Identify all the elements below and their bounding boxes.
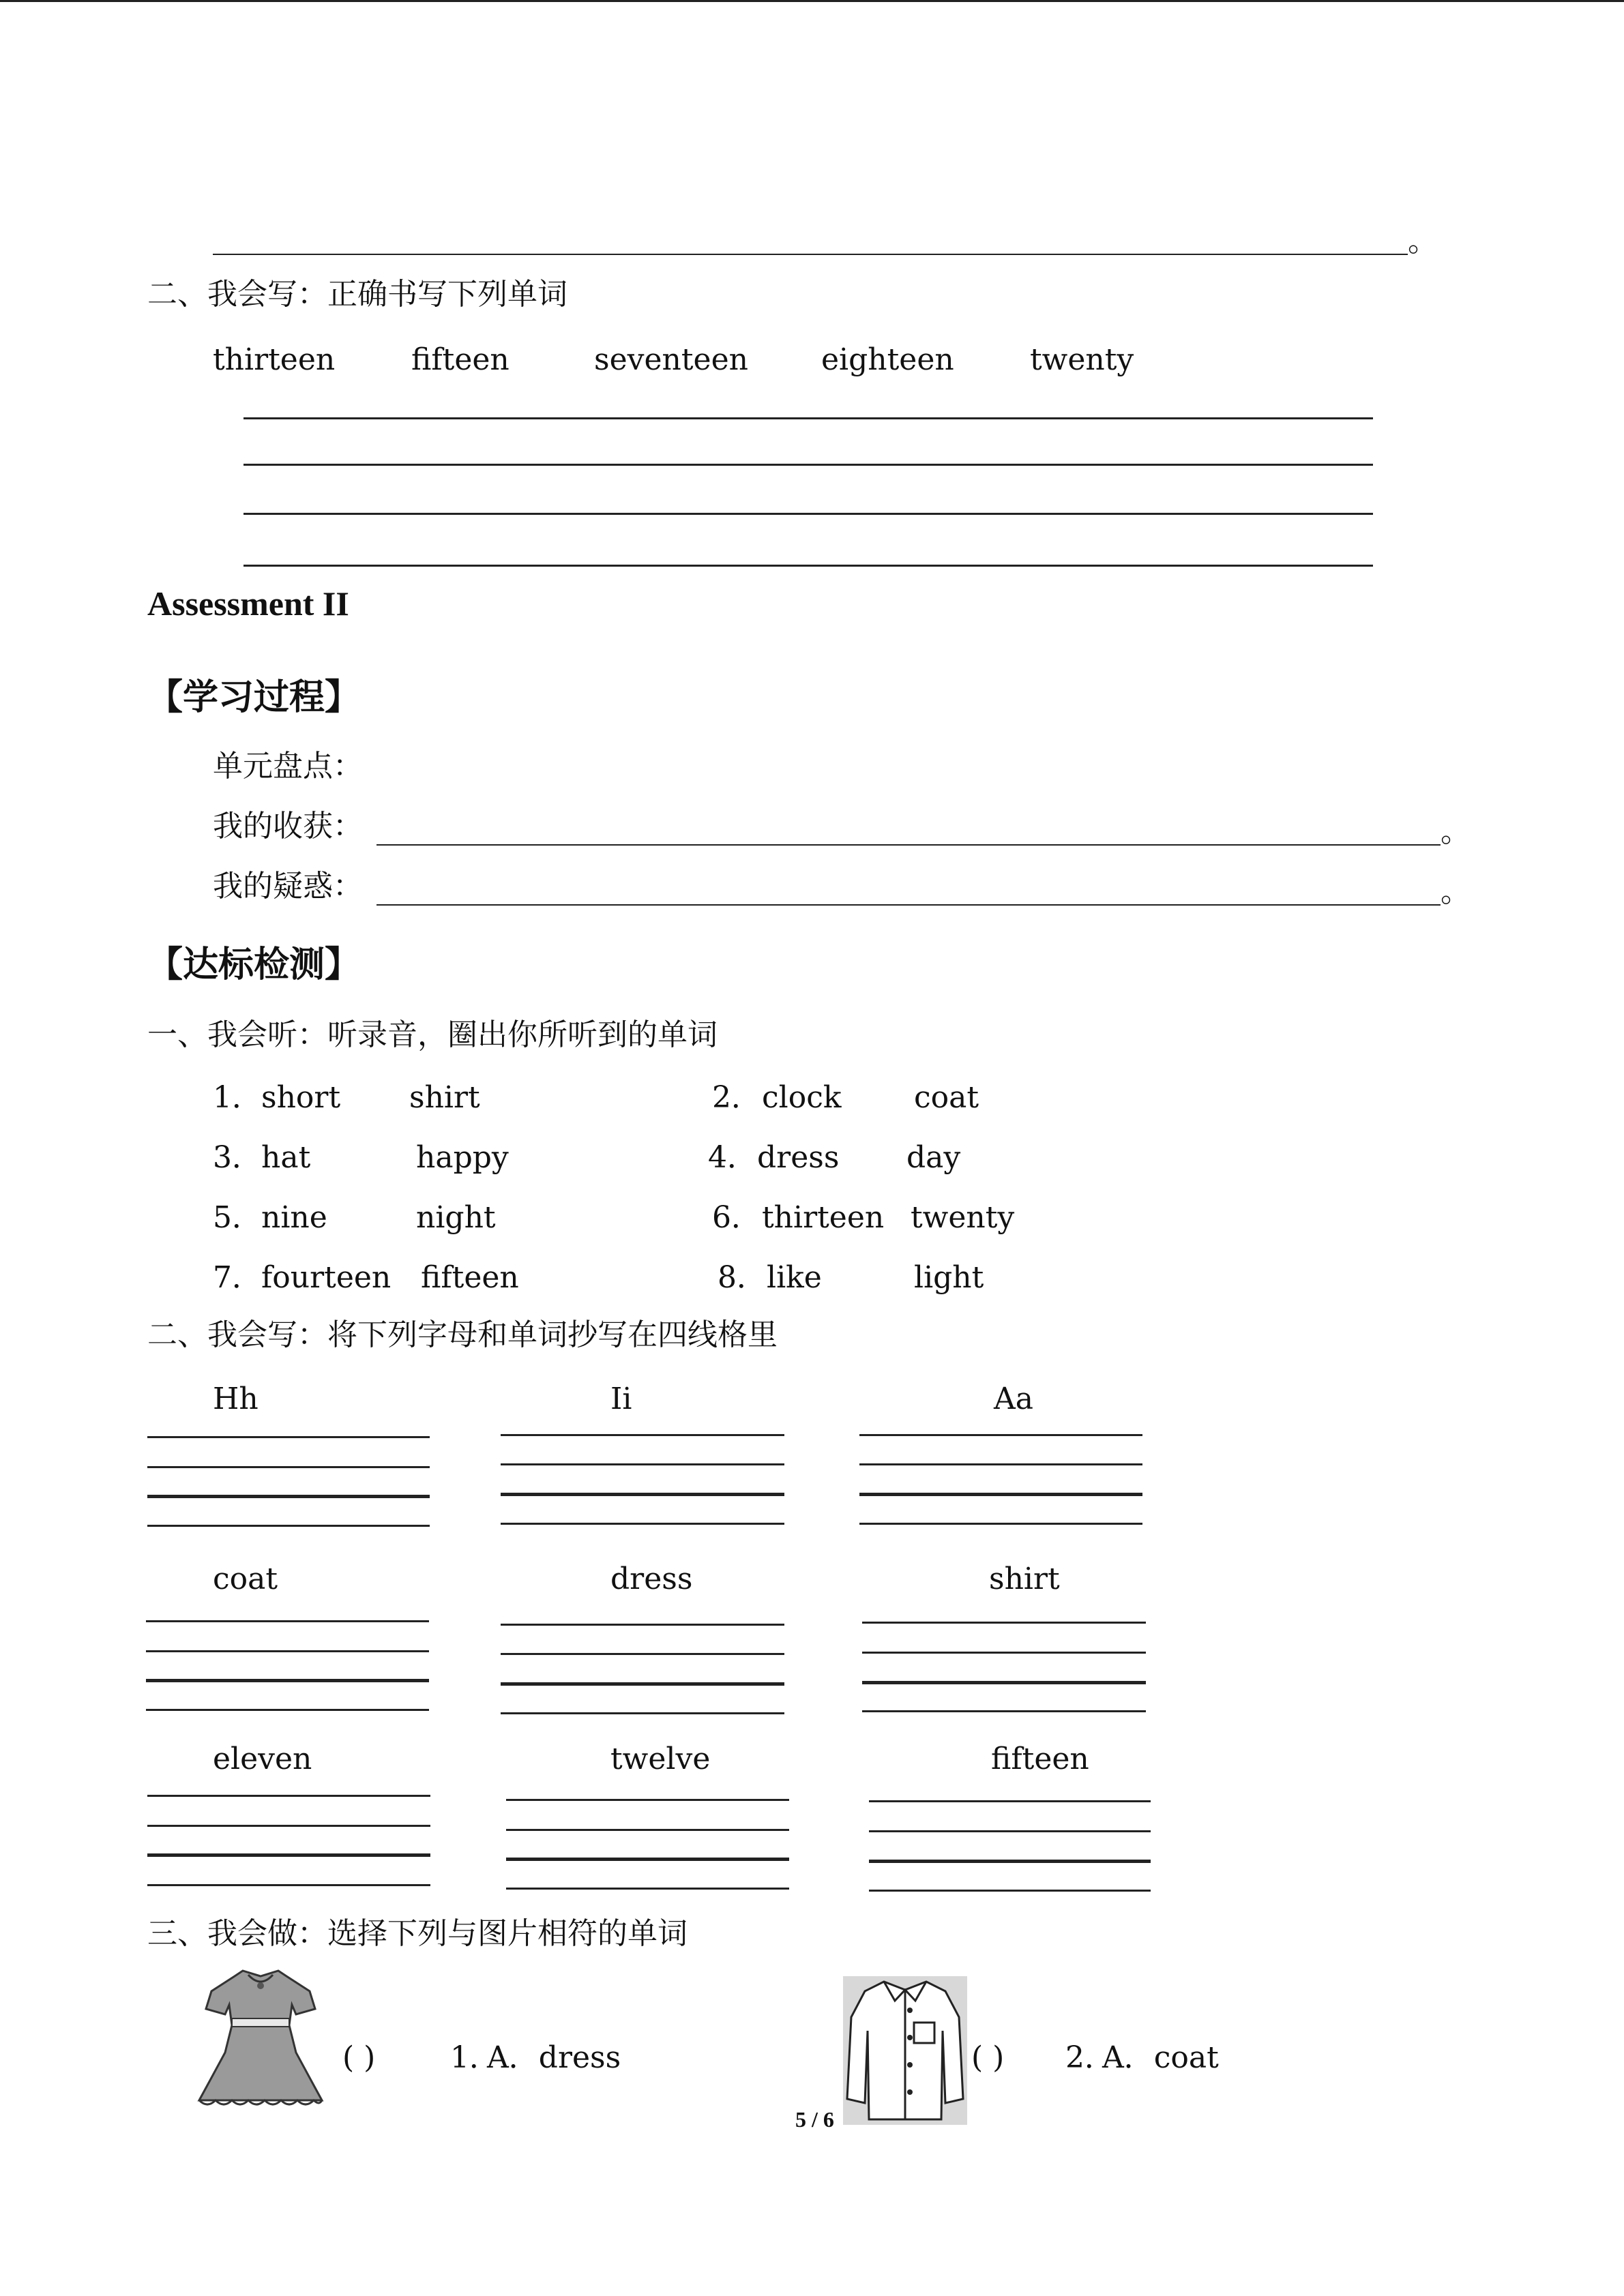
- top-fill-end: 。: [1408, 224, 1438, 258]
- listen-option[interactable]: fourteen: [261, 1260, 392, 1295]
- four-line-grid-line[interactable]: [859, 1434, 1142, 1436]
- listen-option[interactable]: shirt: [409, 1080, 480, 1115]
- doubts-answer-line[interactable]: [377, 904, 1441, 906]
- top-answer-line: [213, 254, 1408, 255]
- write-words-heading: 二、我会写：正确书写下列单词: [147, 277, 567, 312]
- listen-option[interactable]: short: [261, 1080, 341, 1115]
- four-line-grid-line[interactable]: [146, 1679, 429, 1682]
- four-line-grid-line[interactable]: [859, 1463, 1142, 1465]
- four-line-grid-line[interactable]: [146, 1620, 429, 1622]
- listen-option[interactable]: coat: [914, 1080, 979, 1115]
- four-line-grid-line[interactable]: [869, 1830, 1151, 1832]
- standard-test-heading: 【达标检测】: [147, 944, 361, 985]
- copy-item: Ii: [610, 1382, 632, 1416]
- copy-item: twelve: [610, 1742, 711, 1776]
- four-line-grid-line[interactable]: [501, 1624, 784, 1626]
- unit-review-label: 单元盘点：: [213, 749, 363, 784]
- page-number: 5 / 6: [795, 2107, 834, 2132]
- four-line-grid-line[interactable]: [501, 1434, 784, 1436]
- doubts-end: 。: [1441, 874, 1471, 909]
- word-1: thirteen: [213, 342, 336, 377]
- four-line-grid-line[interactable]: [506, 1858, 789, 1861]
- four-line-grid-line[interactable]: [501, 1682, 784, 1686]
- four-line-grid-line[interactable]: [862, 1681, 1146, 1684]
- four-line-grid-line[interactable]: [147, 1525, 430, 1527]
- copy-item: Aa: [994, 1382, 1034, 1416]
- four-line-grid-line[interactable]: [147, 1853, 430, 1857]
- copy-item: eleven: [213, 1742, 312, 1776]
- writing-line[interactable]: [243, 513, 1373, 515]
- listen-option[interactable]: like: [767, 1260, 822, 1295]
- shirt-icon: [843, 1976, 967, 2125]
- listen-option[interactable]: hat: [261, 1140, 311, 1175]
- learning-process-heading: 【学习过程】: [147, 677, 361, 718]
- q1-option[interactable]: A．dress: [487, 2040, 621, 2075]
- listen-item-num: 5．: [213, 1200, 262, 1235]
- four-line-grid-line[interactable]: [506, 1829, 789, 1831]
- four-line-grid-line[interactable]: [862, 1652, 1146, 1654]
- listen-item-num: 3．: [213, 1140, 262, 1175]
- four-line-grid-line[interactable]: [146, 1709, 429, 1711]
- four-line-grid-line[interactable]: [501, 1523, 784, 1525]
- four-line-grid-line[interactable]: [147, 1795, 430, 1797]
- page-top-border: [0, 0, 1624, 2]
- listen-option[interactable]: night: [416, 1200, 496, 1235]
- four-line-grid-line[interactable]: [147, 1825, 430, 1827]
- q2-option[interactable]: A．coat: [1102, 2040, 1219, 2075]
- copy-item: dress: [610, 1562, 693, 1596]
- dress-icon: [194, 1964, 327, 2108]
- gains-label: 我的收获：: [213, 809, 363, 844]
- four-line-grid-line[interactable]: [862, 1710, 1146, 1712]
- assessment-title: Assessment II: [147, 584, 349, 623]
- q2-answer-paren[interactable]: ( ): [971, 2040, 1005, 2075]
- gains-end: 。: [1441, 814, 1471, 849]
- copy-heading: 二、我会写：将下列字母和单词抄写在四线格里: [147, 1317, 778, 1352]
- listen-option[interactable]: happy: [416, 1140, 509, 1175]
- writing-line[interactable]: [243, 565, 1373, 567]
- q2-number: 2．: [1065, 2040, 1114, 2075]
- listen-item-num: 6．: [712, 1200, 761, 1235]
- listen-option[interactable]: twenty: [911, 1200, 1015, 1235]
- writing-line[interactable]: [243, 417, 1373, 419]
- copy-item: coat: [213, 1562, 278, 1596]
- listen-option[interactable]: dress: [757, 1140, 840, 1175]
- listen-option[interactable]: fifteen: [421, 1260, 519, 1295]
- listen-item-num: 7．: [213, 1260, 262, 1295]
- listen-item-num: 2．: [712, 1080, 761, 1115]
- four-line-grid-line[interactable]: [147, 1884, 430, 1886]
- listen-option[interactable]: clock: [762, 1080, 842, 1115]
- listen-item-num: 4．: [708, 1140, 757, 1175]
- listen-item-num: 8．: [718, 1260, 767, 1295]
- copy-item: shirt: [989, 1562, 1060, 1596]
- doubts-label: 我的疑惑：: [213, 869, 363, 904]
- word-2: fifteen: [411, 342, 510, 377]
- copy-item: Hh: [213, 1382, 259, 1416]
- four-line-grid-line[interactable]: [506, 1799, 789, 1801]
- choose-heading: 三、我会做：选择下列与图片相符的单词: [147, 1916, 688, 1951]
- four-line-grid-line[interactable]: [147, 1436, 430, 1438]
- four-line-grid-line[interactable]: [501, 1653, 784, 1655]
- listen-heading: 一、我会听：听录音，圈出你所听到的单词: [147, 1017, 718, 1052]
- four-line-grid-line[interactable]: [859, 1493, 1142, 1496]
- four-line-grid-line[interactable]: [862, 1622, 1146, 1624]
- word-3: seventeen: [594, 342, 748, 377]
- gains-answer-line[interactable]: [377, 844, 1441, 846]
- four-line-grid-line[interactable]: [869, 1860, 1151, 1863]
- four-line-grid-line[interactable]: [869, 1890, 1151, 1892]
- word-4: eighteen: [821, 342, 954, 377]
- listen-option[interactable]: thirteen: [762, 1200, 885, 1235]
- copy-item: fifteen: [991, 1742, 1089, 1776]
- writing-line[interactable]: [243, 464, 1373, 466]
- four-line-grid-line[interactable]: [869, 1800, 1151, 1802]
- four-line-grid-line[interactable]: [146, 1650, 429, 1652]
- listen-option[interactable]: day: [906, 1140, 961, 1175]
- word-5: twenty: [1030, 342, 1134, 377]
- four-line-grid-line[interactable]: [506, 1888, 789, 1890]
- four-line-grid-line[interactable]: [147, 1466, 430, 1468]
- four-line-grid-line[interactable]: [501, 1712, 784, 1714]
- q1-answer-paren[interactable]: ( ): [342, 2040, 376, 2075]
- q1-number: 1．: [450, 2040, 499, 2075]
- four-line-grid-line[interactable]: [859, 1523, 1142, 1525]
- listen-option[interactable]: nine: [261, 1200, 327, 1235]
- four-line-grid-line[interactable]: [501, 1463, 784, 1465]
- four-line-grid-line[interactable]: [501, 1493, 784, 1496]
- four-line-grid-line[interactable]: [147, 1495, 430, 1498]
- listen-item-num: 1．: [213, 1080, 262, 1115]
- listen-option[interactable]: light: [914, 1260, 984, 1295]
